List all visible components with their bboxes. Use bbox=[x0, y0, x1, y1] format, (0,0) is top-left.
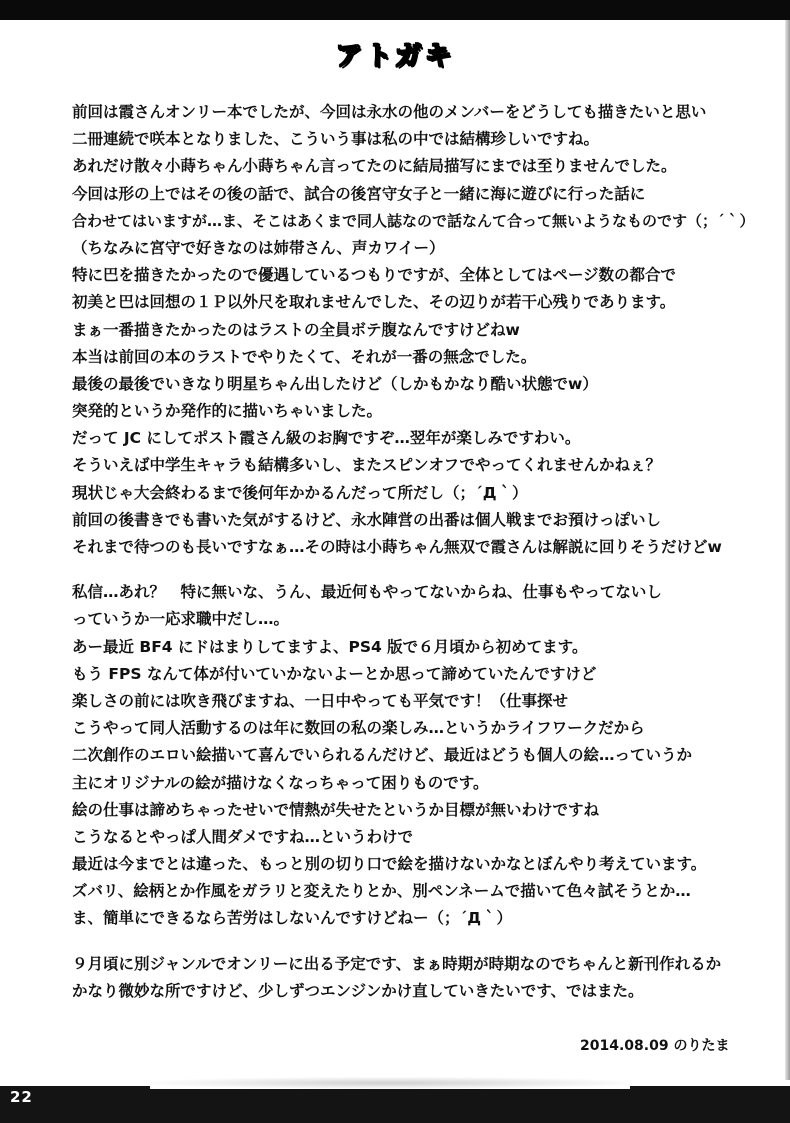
text-line: 主にオリジナルの絵が描けなくなっちゃって困りものです。 bbox=[72, 773, 489, 792]
text-line: だって JC にしてポスト霞さん級のお胸ですぞ…翌年が楽しみですわい。 bbox=[72, 429, 581, 448]
text-line: あれだけ散々小蒔ちゃん小蒔ちゃん言ってたのに結局描写にまでは至りませんでした。 bbox=[72, 157, 677, 176]
text-line: っていうか一応求職中だし…。 bbox=[72, 610, 290, 629]
text-line: 現状じゃ大会終わるまで後何年かかるんだって所だし（；´Д｀） bbox=[72, 483, 528, 502]
text-line: 最近は今までとは違った、もっと別の切り口で絵を描けないかなとぼんやり考えています。 bbox=[72, 855, 707, 874]
text-line: 楽しさの前には吹き飛びますね、一日中やっても平気です！（仕事探せ bbox=[72, 691, 569, 710]
text-line: 二冊連続で咲本となりました、こういう事は私の中では結構珍しいですね。 bbox=[72, 130, 600, 149]
text-line: 初美と巴は回想の１Ｐ以外尺を取れませんでした、その辺りが若干心残りであります。 bbox=[72, 293, 676, 312]
text-line: 二次創作のエロい絵描いて喜んでいられるんだけど、最近はどうも個人の絵…っていうか bbox=[72, 746, 693, 765]
text-line: ズバリ、絵柄とか作風をガラリと変えたりとか、別ペンネームで描いて色々試そうとか… bbox=[72, 882, 691, 901]
text-line: 前回の後書きでも書いた気がするけど、永水陣営の出番は個人戦までお預けっぽいし bbox=[72, 510, 662, 529]
text-line: （ちなみに宮守で好きなのは姉帯さん、声カワイー） bbox=[72, 238, 445, 257]
text-line: こうなるとやっぱ人間ダメですね…というわけで bbox=[72, 827, 414, 846]
text-line: それまで待つのも長いですなぁ…その時は小蒔ちゃん無双で霞さんは解説に回りそうだけどw bbox=[72, 538, 722, 556]
text-line: 特に巴を描きたかったので優遇しているつもりですが、全体としてはページ数の都合で bbox=[72, 266, 677, 285]
bottom-black-border bbox=[0, 1086, 790, 1123]
text-line: 合わせてはいますが…ま、そこはあくまで同人誌なので話なんて合って無いようなものです（；´｀） bbox=[72, 211, 755, 230]
text-line: 前回は霞さんオンリー本でしたが、今回は永水の他のメンバーをどうしても描きたいと思い bbox=[72, 103, 707, 121]
text-line: 突発的というか発作的に描いちゃいました。 bbox=[72, 402, 383, 421]
page-number: 22 bbox=[10, 1088, 33, 1106]
text-line: 私信…あれ？ 特に無いな、うん、最近何もやってないからね、仕事もやってないし bbox=[72, 583, 662, 602]
text-line: あー最近 BF4 にドはまりしてますよ、PS4 版で６月頃から初めてます。 bbox=[72, 637, 588, 656]
afterword-body bbox=[72, 99, 762, 1005]
text-line: まぁ一番描きたかったのはラストの全員ボテ腹なんですけどねw bbox=[72, 320, 520, 339]
text-line: そういえば中学生キャラも結構多いし、またスピンオフでやってくれませんかねぇ？ bbox=[72, 456, 662, 475]
page-edge-shadow bbox=[785, 20, 790, 1080]
date-signature: 2014.08.09 のりたま bbox=[580, 1038, 730, 1054]
text-line: ま、簡単にできるなら苦労はしないんですけどねー（；´Д｀） bbox=[72, 909, 513, 928]
top-black-border bbox=[0, 0, 790, 20]
text-line: もう FPS なんて体が付いていかないよーとか思って諦めていたんですけど bbox=[72, 664, 597, 683]
text-line: 絵の仕事は諦めちゃったせいで情熱が失せたというか目標が無いわけですね bbox=[72, 800, 600, 819]
page-title: アトガキ bbox=[335, 41, 455, 72]
text-line: こうやって同人活動するのは年に数回の私の楽しみ…というかライフワークだから bbox=[72, 719, 645, 738]
text-line: かなり微妙な所ですけど、少しずつエンジンかけ直していきたいです、ではまた。 bbox=[72, 981, 644, 1000]
text-line: ９月頃に別ジャンルでオンリーに出る予定です、まぁ時期が時期なのでちゃんと新刊作れるか bbox=[72, 954, 722, 973]
text-line: 最後の最後でいきなり明星ちゃん出したけど（しかもかなり酷い状態でw） bbox=[72, 374, 598, 393]
text-line: 本当は前回の本のラストでやりたくて、それが一番の無念でした。 bbox=[72, 347, 537, 366]
text-line: 今回は形の上ではその後の話で、試合の後宮守女子と一緒に海に遊びに行った話に bbox=[72, 184, 646, 203]
